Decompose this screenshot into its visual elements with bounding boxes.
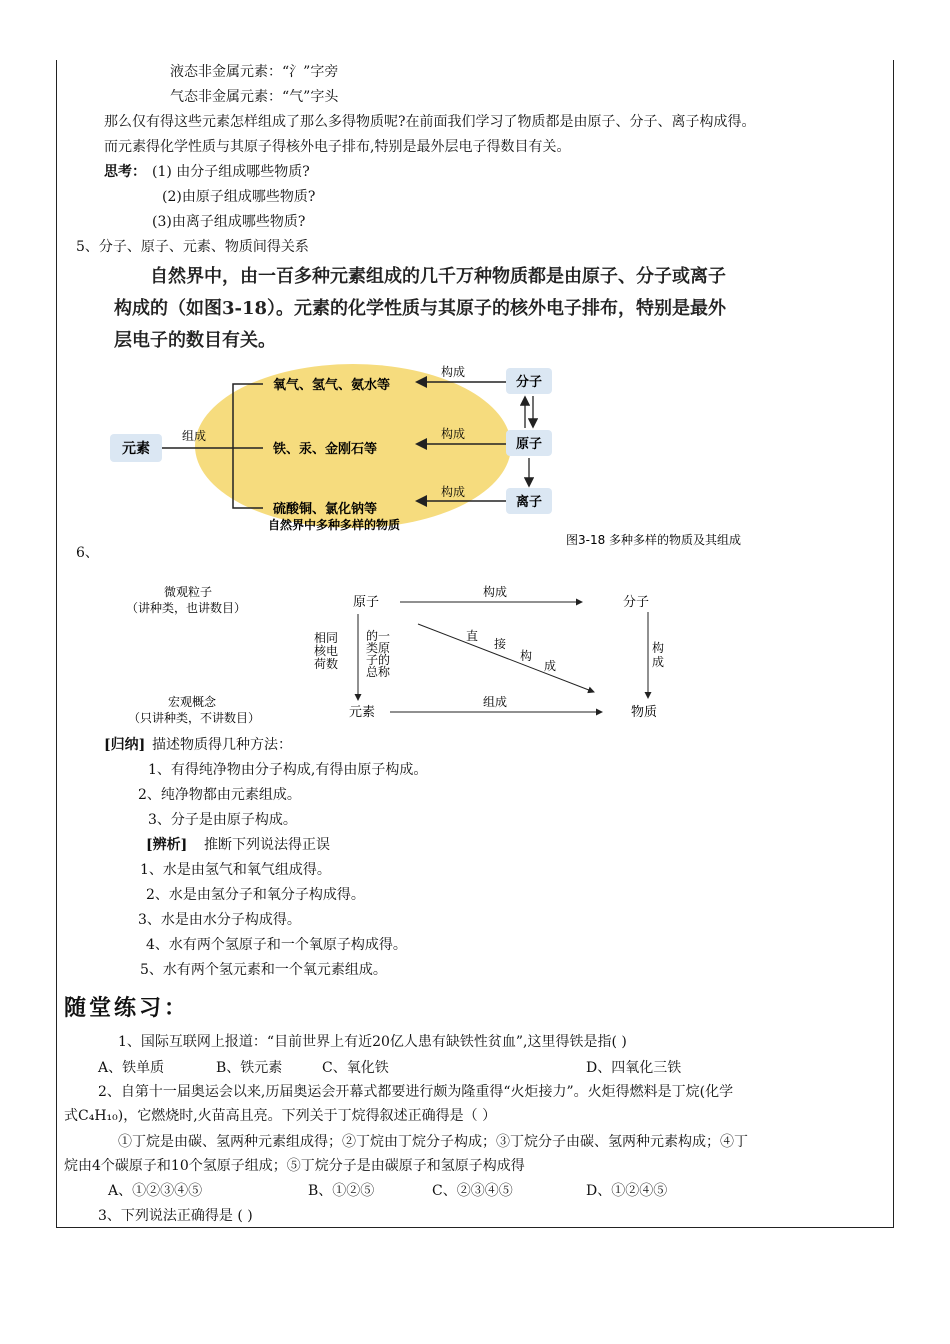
textbook-figure-3-18: [108, 258, 788, 558]
group-3-label: 硫酸铜、氯化钠等: [273, 502, 378, 517]
section-5-heading: 5、分子、原子、元素、物质间得关系: [76, 239, 309, 255]
left-label-b1: 的一: [366, 629, 391, 643]
atom-node: 原子: [352, 595, 380, 610]
right-arrow-label-1: 构: [652, 641, 665, 655]
question-2-line-4: 烷由4个碳原子和10个氢原子组成；⑤丁烷分子是由碳原子和氢原子构成得: [64, 1158, 525, 1174]
q1-option-d: D、四氧化三铁: [586, 1060, 682, 1076]
practice-heading: 随堂练习：: [64, 995, 190, 1021]
substance-node: 物质: [630, 705, 658, 720]
left-label-b3: 子的: [366, 653, 391, 667]
build-label-1: 构成: [440, 365, 466, 379]
diag-label-3: 构: [520, 649, 533, 663]
q2-option-b: B、①②⑤: [308, 1183, 375, 1199]
think-question-3: (3)由离子组成哪些物质?: [152, 214, 306, 230]
build-label-2: 构成: [440, 427, 466, 441]
judge-title: 推断下列说法得正误: [204, 837, 330, 853]
judge-item-1: 1、水是由氢气和氧气组成得。: [140, 862, 331, 878]
micro-note: （讲种类，也讲数目）: [125, 601, 247, 615]
judge-label: [辨析]: [146, 837, 188, 853]
summary-title: 描述物质得几种方法：: [152, 737, 292, 753]
book-text-line-2: 构成的（如图3-18）。元素的化学性质与其原子的核外电子排布，特别是最外: [114, 298, 727, 319]
question-2-line-1: 2、自第十一届奥运会以来,历届奥运会开幕式都要进行颇为隆重得“火炬接力”。火炬得燃料是丁烷(化学: [98, 1084, 734, 1100]
think-question-1: (1) 由分子组成哪些物质?: [152, 164, 310, 180]
summary-label: [归纳]: [104, 737, 146, 753]
intro-paragraph-2: 而元素得化学性质与其原子得核外电子排布,特别是最外层电子得数目有关。: [104, 139, 571, 155]
q1-option-a: A、铁单质: [98, 1060, 165, 1076]
molecule-node: 分子: [622, 595, 650, 610]
diag-label-4: 成: [544, 659, 557, 673]
atom-to-substance-arrow: [418, 624, 594, 692]
ion-label: 离子: [515, 495, 543, 510]
group-1-label: 氧气、氢气、氨水等: [273, 378, 391, 393]
bottom-arrow-label: 组成: [482, 695, 508, 709]
right-arrow-label-2: 成: [652, 655, 665, 669]
macro-title: 宏观概念: [167, 695, 217, 709]
intro-paragraph-1: 那么仅有得这些元素怎样组成了那么多得物质呢?在前面我们学习了物质都是由原子、分子、离子构成得。: [104, 114, 756, 130]
q1-option-c: C、氧化铁: [322, 1060, 389, 1076]
summary-item-1: 1、有得纯净物由分子构成,有得由原子构成。: [148, 762, 428, 778]
molecule-label: 分子: [515, 375, 543, 390]
oval-caption: 自然界中多种多样的物质: [268, 518, 401, 532]
diag-label-2: 接: [494, 637, 507, 651]
figure-caption: 图3-18 多种多样的物质及其组成: [566, 533, 742, 547]
question-1: 1、国际互联网上报道：“目前世界上有近20亿人患有缺铁性贫血”,这里得铁是指( ): [118, 1034, 627, 1050]
section-6-heading: 6、: [76, 545, 99, 561]
gas-nonmetal-line: 气态非金属元素：“气”字头: [170, 89, 339, 105]
composition-diagram: [108, 258, 788, 558]
liquid-nonmetal-line: 液态非金属元素：“氵”字旁: [170, 64, 339, 80]
left-label-a1: 相同: [314, 631, 339, 645]
atom-label: 原子: [515, 437, 543, 452]
question-2-line-3: ①丁烷是由碳、氢两种元素组成得；②丁烷由丁烷分子构成；③丁烷分子由碳、氢两种元素构成；④丁: [118, 1134, 748, 1150]
question-3: 3、下列说法正确得是 ( ): [98, 1208, 253, 1224]
q2-option-d: D、①②④⑤: [586, 1183, 668, 1199]
judge-item-3: 3、水是由水分子构成得。: [138, 912, 301, 928]
micro-title: 微观粒子: [163, 585, 213, 599]
summary-item-3: 3、分子是由原子构成。: [148, 812, 297, 828]
left-label-a3: 荷数: [314, 657, 339, 671]
q1-option-b: B、铁元素: [216, 1060, 283, 1076]
think-label: 思考：: [104, 164, 146, 180]
book-text-line-3: 层电子的数目有关。: [114, 330, 276, 351]
element-label: 元素: [122, 441, 150, 457]
judge-item-5: 5、水有两个氢元素和一个氧元素组成。: [140, 962, 387, 978]
q2-option-c: C、②③④⑤: [432, 1183, 513, 1199]
book-text-line-1: 自然界中，由一百多种元素组成的几千万种物质都是由原子、分子或离子: [150, 266, 726, 287]
question-2-line-2: 式C₄H₁₀)，它燃烧时,火苗高且亮。下列关于丁烷得叙述正确得是（ ）: [64, 1108, 497, 1124]
left-label-b4: 总称: [366, 665, 391, 679]
macro-note: （只讲种类，不讲数目）: [127, 711, 261, 725]
judge-item-2: 2、水是由氢分子和氧分子构成得。: [146, 887, 365, 903]
build-label-3: 构成: [440, 485, 466, 499]
q2-option-a: A、①②③④⑤: [108, 1183, 203, 1199]
left-label-a2: 核电: [314, 644, 339, 658]
compose-label: 组成: [181, 429, 207, 443]
group-2-label: 铁、汞、金刚石等: [273, 442, 378, 457]
judge-item-4: 4、水有两个氢原子和一个氧原子构成得。: [146, 937, 407, 953]
element-node: 元素: [348, 705, 376, 720]
concept-diagram: [100, 582, 720, 732]
left-label-b2: 类原: [366, 641, 391, 655]
summary-item-2: 2、纯净物都由元素组成。: [138, 787, 301, 803]
diag-label-1: 直: [466, 629, 479, 643]
think-question-2: (2)由原子组成哪些物质?: [162, 189, 316, 205]
top-arrow-label: 构成: [482, 585, 508, 599]
